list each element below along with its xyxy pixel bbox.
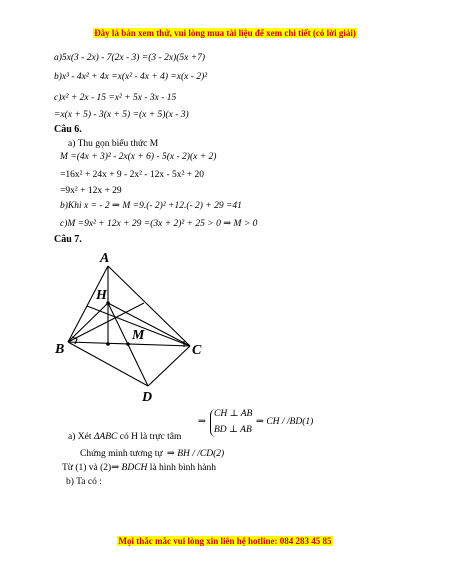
conclusion-prefix: Từ (1) và (2)⇒	[62, 463, 120, 473]
label-m: M	[132, 328, 145, 343]
conclusion-shape: BDCH	[121, 463, 148, 473]
similar-proof-line	[80, 449, 224, 460]
expr-c2: =x(x + 5) - 3(x + 5) =(x + 5)(x - 3)	[54, 110, 189, 120]
label-d: D	[142, 390, 153, 405]
system-line-2: BD ⊥ AB	[214, 425, 252, 435]
similar-text: Chứng minh tương tự	[80, 449, 163, 459]
q7-a-prefix: a) Xét	[68, 432, 92, 442]
label-h: H	[96, 288, 107, 303]
q6-b: b)Khi x = - 2 ⇒ M =9.(- 2)² +12.(- 2) + 29 =41	[60, 201, 242, 211]
edge-ab	[68, 266, 108, 342]
edge-hb	[68, 303, 108, 342]
implies-arrow: ⇒	[198, 417, 206, 427]
q7-a-line	[68, 432, 181, 443]
q6-m-result: =9x² + 12x + 29	[60, 186, 122, 196]
q6-m-expand: =16x² + 24x + 9 - 2x² - 12x - 5x² + 20	[60, 170, 204, 180]
expr-a: a)5x(3 - 2x) - 7(2x - 3) =(3 - 2x)(5x +7)	[54, 53, 206, 63]
conclusion-line	[62, 463, 216, 474]
q6-c: c)M =9x² + 12x + 29 =(3x + 2)² + 25 > 0 ⇒ M > 0	[60, 219, 258, 229]
label-c: C	[192, 343, 202, 358]
q7-b-line: b) Ta có :	[66, 477, 102, 487]
conclusion-suffix: là hình bình hành	[149, 463, 217, 473]
expr-c1: c)x² + 2x - 15 =x² + 5x - 3x - 15	[54, 93, 177, 103]
footer-banner-text: Mọi thắc mắc vui lòng xin liên hệ hotline: 084 283 45 85	[118, 536, 332, 546]
system-line-1: CH ⊥ AB	[214, 409, 253, 419]
similar-result: ⇒ BH / /CD(2)	[166, 449, 225, 459]
label-a: A	[100, 251, 110, 266]
label-b: B	[55, 342, 65, 357]
footer-banner	[0, 536, 450, 546]
q6-a-intro: a) Thu gọn biểu thức M	[68, 139, 159, 149]
edge-ac	[108, 266, 190, 346]
question-7-title: Câu 7.	[54, 234, 82, 245]
point-m	[126, 342, 130, 346]
system-result: ⇒ CH / /BD(1)	[256, 417, 314, 427]
edge-bd	[68, 342, 148, 386]
edge-cd	[148, 346, 190, 386]
q6-m-definition: M =(4x + 3)² - 2x(x + 6) - 5(x - 2)(x + 2)	[60, 152, 217, 162]
question-6-title: Câu 6.	[54, 124, 82, 135]
expr-b: b)x³ - 4x² + 4x =x(x² - 4x + 4) =x(x - 2)²	[54, 72, 208, 82]
edge-hc	[108, 303, 190, 346]
point-foot-a	[106, 342, 110, 346]
top-banner-text: Đây là bản xem thử, vui lòng mua tài liệu để xem chi tiết (có lời giải)	[94, 28, 356, 38]
q7-a-suffix: có H là trực tâm	[119, 432, 182, 442]
q7-a-triangle: ΔABC	[93, 432, 118, 442]
